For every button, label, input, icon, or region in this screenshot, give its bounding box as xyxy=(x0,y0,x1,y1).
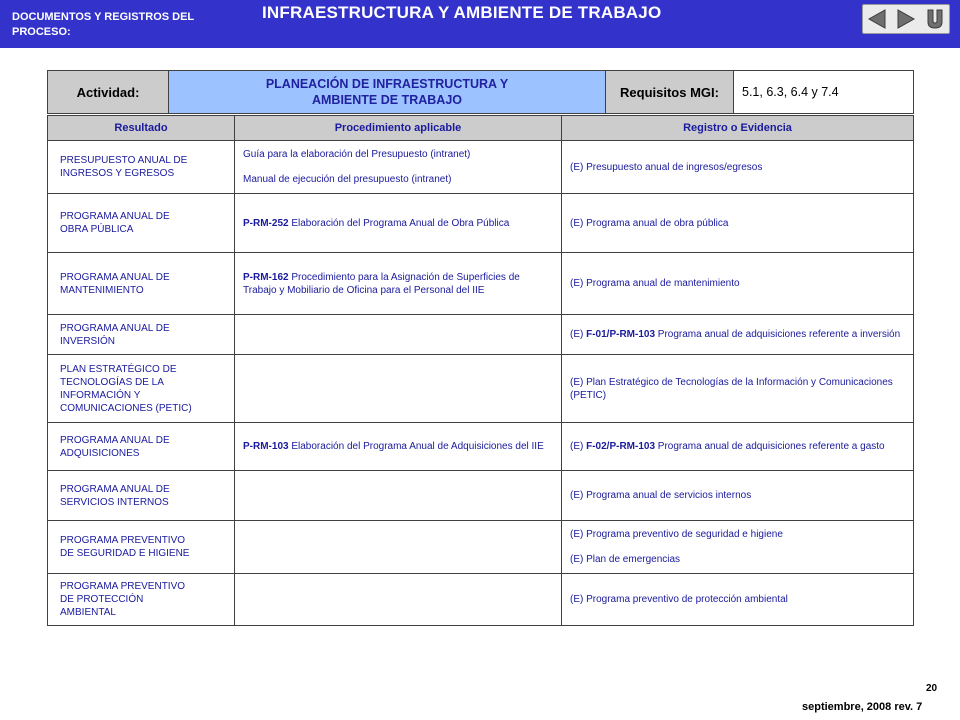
navigation-buttons xyxy=(862,4,950,34)
table-row xyxy=(48,355,914,423)
return-u-icon[interactable] xyxy=(923,7,947,31)
resultado-line: OBRA PÚBLICA xyxy=(60,224,134,235)
table-row xyxy=(48,253,914,315)
entry-text: (E) Plan de emergencias xyxy=(570,554,681,565)
table-row xyxy=(48,521,914,574)
registro-cell xyxy=(562,194,914,253)
registro-cell xyxy=(562,141,914,194)
requirements-label: Requisitos MGI: xyxy=(606,71,734,114)
resultado-line: DE SEGURIDAD E HIGIENE xyxy=(60,548,190,559)
resultado-line: PROGRAMA ANUAL DE xyxy=(60,434,170,446)
resultado-line: PRESUPUESTO ANUAL DE xyxy=(60,155,188,166)
registro-cell xyxy=(562,521,914,574)
entry-line xyxy=(243,217,555,230)
entry-prefix: (E) xyxy=(570,441,587,452)
activity-label: Actividad: xyxy=(48,71,169,114)
resultado-line: MANTENIMIENTO xyxy=(60,284,144,296)
document-code: F-02/P-RM-103 xyxy=(586,441,656,452)
entry-text: (E) Programa anual de obra pública xyxy=(570,217,729,229)
entry-line xyxy=(570,277,907,290)
entry-line xyxy=(570,161,907,174)
resultado-line: DE PROTECCIÓN xyxy=(60,594,144,605)
registro-cell xyxy=(562,253,914,315)
resultado-cell xyxy=(48,253,235,315)
table-row xyxy=(48,574,914,626)
entry-line xyxy=(570,489,907,502)
activity-name xyxy=(169,71,606,114)
resultado-cell xyxy=(48,521,235,574)
entry-text: Programa anual de adquisiciones referente a gasto xyxy=(655,441,885,452)
entry-text: Elaboración del Programa Anual de Obra Pública xyxy=(288,217,510,229)
resultado-line: INGRESOS Y EGRESOS xyxy=(60,168,175,179)
resultado-line: PROGRAMA ANUAL DE xyxy=(60,322,170,334)
column-header-procedimiento: Procedimiento aplicable xyxy=(235,116,562,141)
resultado-cell xyxy=(48,423,235,471)
activity-name-line1: PLANEACIÓN DE INFRAESTRUCTURA Y xyxy=(265,77,509,91)
entry-line xyxy=(570,553,907,566)
entry-text: (E) Plan Estratégico de Tecnologías de la Información y Comunicaciones (PETIC) xyxy=(570,376,893,401)
registro-cell xyxy=(562,574,914,626)
entry-line xyxy=(243,440,555,453)
entry-line xyxy=(570,328,907,341)
line-gap xyxy=(243,161,555,173)
entry-line xyxy=(570,440,907,453)
table-row xyxy=(48,423,914,471)
document-code: P-RM-103 xyxy=(243,441,289,452)
document-code: F-01/P-RM-103 xyxy=(586,329,656,340)
entry-text: (E) Presupuesto anual de ingresos/egresos xyxy=(570,161,763,173)
resultado-line: ADQUISICIONES xyxy=(60,447,140,459)
table-row xyxy=(48,141,914,194)
requirements-value: 5.1, 6.3, 6.4 y 7.4 xyxy=(734,71,914,114)
forward-arrow-icon[interactable] xyxy=(894,7,918,31)
entry-text: Manual de ejecución del presupuesto (intranet) xyxy=(243,174,452,185)
column-header-resultado: Resultado xyxy=(48,116,235,141)
resultado-line: PROGRAMA ANUAL DE xyxy=(60,271,170,283)
table-row xyxy=(48,471,914,521)
procedimiento-cell xyxy=(235,315,562,355)
procedimiento-cell xyxy=(235,141,562,194)
table-row xyxy=(48,194,914,253)
doc-section-label: DOCUMENTOS Y REGISTROS DEL PROCESO: xyxy=(12,11,194,38)
resultado-cell xyxy=(48,315,235,355)
registro-cell xyxy=(562,355,914,423)
column-header-registro: Registro o Evidencia xyxy=(562,116,914,141)
document-code: P-RM-162 xyxy=(243,271,289,283)
resultado-line: PROGRAMA ANUAL DE xyxy=(60,211,170,222)
entry-line xyxy=(570,528,907,541)
resultado-line: SERVICIOS INTERNOS xyxy=(60,496,169,508)
entry-text: (E) Programa anual de mantenimiento xyxy=(570,278,740,289)
page-number: 20 xyxy=(926,683,938,694)
evidence-table xyxy=(47,115,914,626)
resultado-cell xyxy=(48,141,235,194)
resultado-cell xyxy=(48,471,235,521)
resultado-line: AMBIENTAL xyxy=(60,607,116,618)
entry-prefix: (E) xyxy=(570,329,587,340)
revision-date: septiembre, 2008 rev. 7 xyxy=(802,701,923,713)
resultado-line: PROGRAMA ANUAL DE xyxy=(60,483,170,495)
entry-text: Programa anual de adquisiciones referente a inversión xyxy=(655,329,901,340)
procedimiento-cell xyxy=(235,253,562,315)
resultado-line: TECNOLOGÍAS DE LA xyxy=(60,376,164,388)
procedimiento-cell xyxy=(235,423,562,471)
activity-row xyxy=(48,71,914,114)
line-gap xyxy=(570,541,907,553)
activity-name-line2: AMBIENTE DE TRABAJO xyxy=(311,93,462,107)
document-code: P-RM-252 xyxy=(243,217,289,229)
entry-line xyxy=(243,173,555,186)
entry-text: Elaboración del Programa Anual de Adquisiciones del IIE xyxy=(288,441,544,452)
table-row xyxy=(48,315,914,355)
entry-line xyxy=(570,593,907,606)
resultado-cell xyxy=(48,574,235,626)
entry-text: (E) Programa preventivo de seguridad e higiene xyxy=(570,529,783,540)
procedimiento-cell xyxy=(235,521,562,574)
column-header-row xyxy=(48,116,914,141)
header-banner xyxy=(0,0,960,48)
entry-line xyxy=(570,376,907,402)
resultado-cell xyxy=(48,355,235,423)
procedimiento-cell xyxy=(235,574,562,626)
registro-cell xyxy=(562,423,914,471)
resultado-cell xyxy=(48,194,235,253)
entry-text: (E) Programa anual de servicios internos xyxy=(570,490,752,501)
entry-line xyxy=(243,271,555,297)
resultado-line: INVERSIÓN xyxy=(60,335,116,347)
page-title: INFRAESTRUCTURA Y AMBIENTE DE TRABAJO xyxy=(262,3,662,22)
entry-line xyxy=(243,148,555,161)
procedimiento-cell xyxy=(235,355,562,423)
procedimiento-cell xyxy=(235,194,562,253)
activity-table xyxy=(47,70,914,114)
back-arrow-icon[interactable] xyxy=(865,7,889,31)
resultado-line: PROGRAMA PREVENTIVO xyxy=(60,535,186,546)
resultado-line: PLAN ESTRATÉGICO DE xyxy=(60,363,177,375)
entry-line xyxy=(570,217,907,230)
entry-text: (E) Programa preventivo de protección ambiental xyxy=(570,594,788,605)
procedimiento-cell xyxy=(235,471,562,521)
resultado-line: COMUNICACIONES (PETIC) xyxy=(60,402,192,414)
registro-cell xyxy=(562,315,914,355)
entry-text: Procedimiento para la Asignación de Superficies de Trabajo y Mobiliario de Oficina para el Personal del IIE xyxy=(243,271,520,296)
registro-cell xyxy=(562,471,914,521)
resultado-line: INFORMACIÓN Y xyxy=(60,389,141,401)
entry-text: Guía para la elaboración del Presupuesto (intranet) xyxy=(243,149,471,160)
resultado-line: PROGRAMA PREVENTIVO xyxy=(60,581,186,592)
